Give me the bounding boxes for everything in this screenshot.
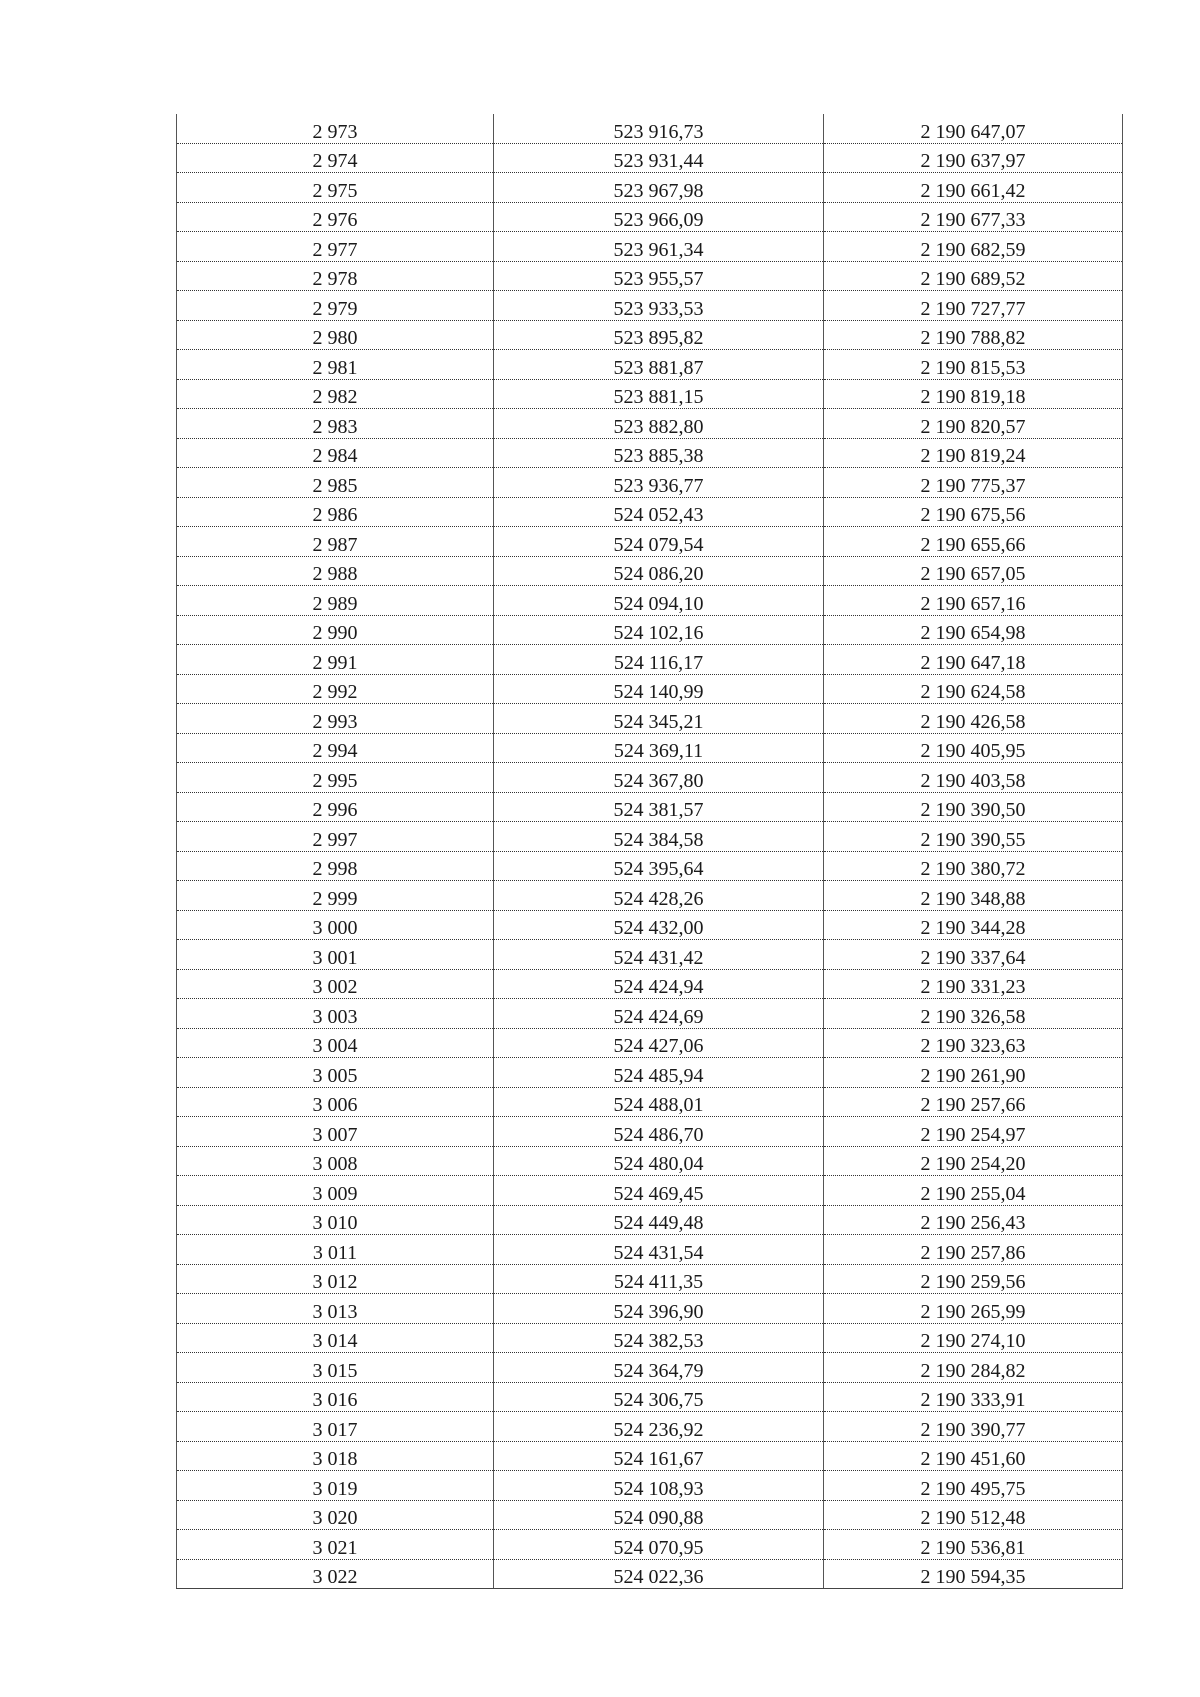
table-row [177,1530,1123,1560]
x-coordinate-cell: 523 933,53 [494,291,824,321]
y-coordinate-cell: 2 190 256,43 [824,1205,1123,1235]
table-row [177,615,1123,645]
x-coordinate-cell: 523 961,34 [494,232,824,262]
y-coordinate-cell: 2 190 390,55 [824,822,1123,852]
y-coordinate-cell: 2 190 594,35 [824,1559,1123,1589]
y-coordinate-cell: 2 190 661,42 [824,173,1123,203]
table-row [177,851,1123,881]
table-row [177,1323,1123,1353]
point-number-cell: 3 004 [177,1028,494,1058]
table-row [177,1441,1123,1471]
point-number-cell: 2 986 [177,497,494,527]
y-coordinate-cell: 2 190 261,90 [824,1058,1123,1088]
point-number-cell: 3 000 [177,910,494,940]
x-coordinate-cell: 524 161,67 [494,1441,824,1471]
y-coordinate-cell: 2 190 344,28 [824,910,1123,940]
point-number-cell: 2 975 [177,173,494,203]
table-row [177,999,1123,1029]
x-coordinate-cell: 524 431,54 [494,1235,824,1265]
table-row [177,1058,1123,1088]
table-row [177,674,1123,704]
y-coordinate-cell: 2 190 254,20 [824,1146,1123,1176]
y-coordinate-cell: 2 190 815,53 [824,350,1123,380]
point-number-cell: 2 990 [177,615,494,645]
x-coordinate-cell: 524 369,11 [494,733,824,763]
table-row [177,379,1123,409]
y-coordinate-cell: 2 190 689,52 [824,261,1123,291]
x-coordinate-cell: 523 881,87 [494,350,824,380]
y-coordinate-cell: 2 190 274,10 [824,1323,1123,1353]
y-coordinate-cell: 2 190 657,16 [824,586,1123,616]
point-number-cell: 2 977 [177,232,494,262]
table-row [177,1205,1123,1235]
x-coordinate-cell: 524 090,88 [494,1500,824,1530]
y-coordinate-cell: 2 190 647,18 [824,645,1123,675]
point-number-cell: 2 983 [177,409,494,439]
table-row [177,202,1123,232]
point-number-cell: 3 021 [177,1530,494,1560]
point-number-cell: 2 978 [177,261,494,291]
y-coordinate-cell: 2 190 254,97 [824,1117,1123,1147]
x-coordinate-cell: 524 431,42 [494,940,824,970]
x-coordinate-cell: 524 367,80 [494,763,824,793]
point-number-cell: 2 981 [177,350,494,380]
y-coordinate-cell: 2 190 337,64 [824,940,1123,970]
x-coordinate-cell: 524 382,53 [494,1323,824,1353]
y-coordinate-cell: 2 190 326,58 [824,999,1123,1029]
point-number-cell: 2 980 [177,320,494,350]
x-coordinate-cell: 524 396,90 [494,1294,824,1324]
table-row [177,232,1123,262]
x-coordinate-cell: 524 364,79 [494,1353,824,1383]
x-coordinate-cell: 524 424,69 [494,999,824,1029]
y-coordinate-cell: 2 190 675,56 [824,497,1123,527]
table-row [177,763,1123,793]
y-coordinate-cell: 2 190 727,77 [824,291,1123,321]
y-coordinate-cell: 2 190 451,60 [824,1441,1123,1471]
y-coordinate-cell: 2 190 348,88 [824,881,1123,911]
point-number-cell: 3 003 [177,999,494,1029]
point-number-cell: 2 988 [177,556,494,586]
table-row [177,1471,1123,1501]
point-number-cell: 3 022 [177,1559,494,1589]
table-row [177,320,1123,350]
point-number-cell: 2 997 [177,822,494,852]
x-coordinate-cell: 524 102,16 [494,615,824,645]
y-coordinate-cell: 2 190 677,33 [824,202,1123,232]
y-coordinate-cell: 2 190 403,58 [824,763,1123,793]
table-row [177,586,1123,616]
x-coordinate-cell: 523 931,44 [494,143,824,173]
table-row [177,1146,1123,1176]
x-coordinate-cell: 524 086,20 [494,556,824,586]
point-number-cell: 2 974 [177,143,494,173]
x-coordinate-cell: 524 022,36 [494,1559,824,1589]
y-coordinate-cell: 2 190 495,75 [824,1471,1123,1501]
y-coordinate-cell: 2 190 647,07 [824,114,1123,143]
table-row [177,556,1123,586]
point-number-cell: 2 985 [177,468,494,498]
point-number-cell: 2 993 [177,704,494,734]
y-coordinate-cell: 2 190 380,72 [824,851,1123,881]
y-coordinate-cell: 2 190 655,66 [824,527,1123,557]
x-coordinate-cell: 524 432,00 [494,910,824,940]
y-coordinate-cell: 2 190 820,57 [824,409,1123,439]
table-row [177,468,1123,498]
point-number-cell: 3 002 [177,969,494,999]
point-number-cell: 3 008 [177,1146,494,1176]
point-number-cell: 2 976 [177,202,494,232]
point-number-cell: 2 996 [177,792,494,822]
x-coordinate-cell: 524 070,95 [494,1530,824,1560]
y-coordinate-cell: 2 190 819,18 [824,379,1123,409]
y-coordinate-cell: 2 190 257,86 [824,1235,1123,1265]
table-row [177,1382,1123,1412]
point-number-cell: 3 006 [177,1087,494,1117]
point-number-cell: 3 020 [177,1500,494,1530]
table-row [177,704,1123,734]
x-coordinate-cell: 523 966,09 [494,202,824,232]
point-number-cell: 3 016 [177,1382,494,1412]
x-coordinate-cell: 524 480,04 [494,1146,824,1176]
table-row [177,1353,1123,1383]
point-number-cell: 2 995 [177,763,494,793]
y-coordinate-cell: 2 190 819,24 [824,438,1123,468]
point-number-cell: 3 010 [177,1205,494,1235]
y-coordinate-cell: 2 190 333,91 [824,1382,1123,1412]
x-coordinate-cell: 524 306,75 [494,1382,824,1412]
x-coordinate-cell: 524 424,94 [494,969,824,999]
point-number-cell: 2 991 [177,645,494,675]
point-number-cell: 3 018 [177,1441,494,1471]
point-number-cell: 3 019 [177,1471,494,1501]
point-number-cell: 2 989 [177,586,494,616]
y-coordinate-cell: 2 190 390,50 [824,792,1123,822]
point-number-cell: 2 994 [177,733,494,763]
x-coordinate-cell: 523 955,57 [494,261,824,291]
y-coordinate-cell: 2 190 284,82 [824,1353,1123,1383]
point-number-cell: 3 011 [177,1235,494,1265]
x-coordinate-cell: 523 967,98 [494,173,824,203]
y-coordinate-cell: 2 190 682,59 [824,232,1123,262]
table-row [177,409,1123,439]
table-row [177,822,1123,852]
table-row [177,291,1123,321]
point-number-cell: 3 014 [177,1323,494,1353]
x-coordinate-cell: 524 488,01 [494,1087,824,1117]
point-number-cell: 2 982 [177,379,494,409]
x-coordinate-cell: 523 882,80 [494,409,824,439]
x-coordinate-cell: 524 411,35 [494,1264,824,1294]
x-coordinate-cell: 523 885,38 [494,438,824,468]
x-coordinate-cell: 524 427,06 [494,1028,824,1058]
table-row [177,1559,1123,1589]
x-coordinate-cell: 524 079,54 [494,527,824,557]
point-number-cell: 3 017 [177,1412,494,1442]
point-number-cell: 2 998 [177,851,494,881]
point-number-cell: 2 984 [177,438,494,468]
y-coordinate-cell: 2 190 265,99 [824,1294,1123,1324]
coordinates-table [176,114,1123,1589]
x-coordinate-cell: 524 116,17 [494,645,824,675]
x-coordinate-cell: 524 449,48 [494,1205,824,1235]
table-row [177,261,1123,291]
table-row [177,1028,1123,1058]
point-number-cell: 2 999 [177,881,494,911]
table-row [177,1235,1123,1265]
table-row [177,173,1123,203]
table-row [177,143,1123,173]
point-number-cell: 3 015 [177,1353,494,1383]
y-coordinate-cell: 2 190 331,23 [824,969,1123,999]
table-row [177,1412,1123,1442]
table-row [177,1176,1123,1206]
x-coordinate-cell: 523 936,77 [494,468,824,498]
x-coordinate-cell: 523 881,15 [494,379,824,409]
y-coordinate-cell: 2 190 323,63 [824,1028,1123,1058]
point-number-cell: 2 987 [177,527,494,557]
y-coordinate-cell: 2 190 390,77 [824,1412,1123,1442]
y-coordinate-cell: 2 190 637,97 [824,143,1123,173]
x-coordinate-cell: 524 486,70 [494,1117,824,1147]
y-coordinate-cell: 2 190 536,81 [824,1530,1123,1560]
point-number-cell: 2 973 [177,114,494,143]
table-row [177,350,1123,380]
table-row [177,969,1123,999]
x-coordinate-cell: 524 395,64 [494,851,824,881]
y-coordinate-cell: 2 190 624,58 [824,674,1123,704]
table-row [177,733,1123,763]
x-coordinate-cell: 524 140,99 [494,674,824,704]
x-coordinate-cell: 523 916,73 [494,114,824,143]
y-coordinate-cell: 2 190 657,05 [824,556,1123,586]
x-coordinate-cell: 524 485,94 [494,1058,824,1088]
table-row [177,940,1123,970]
x-coordinate-cell: 524 236,92 [494,1412,824,1442]
table-row [177,438,1123,468]
point-number-cell: 2 992 [177,674,494,704]
y-coordinate-cell: 2 190 259,56 [824,1264,1123,1294]
table-row [177,1500,1123,1530]
table-row [177,114,1123,143]
table-row [177,527,1123,557]
x-coordinate-cell: 524 052,43 [494,497,824,527]
x-coordinate-cell: 524 469,45 [494,1176,824,1206]
table-row [177,497,1123,527]
table-row [177,910,1123,940]
table-row [177,1294,1123,1324]
table-row [177,1087,1123,1117]
point-number-cell: 3 005 [177,1058,494,1088]
point-number-cell: 3 013 [177,1294,494,1324]
point-number-cell: 3 012 [177,1264,494,1294]
y-coordinate-cell: 2 190 405,95 [824,733,1123,763]
table-row [177,1117,1123,1147]
x-coordinate-cell: 524 345,21 [494,704,824,734]
table-body [177,114,1123,1589]
x-coordinate-cell: 524 094,10 [494,586,824,616]
y-coordinate-cell: 2 190 257,66 [824,1087,1123,1117]
x-coordinate-cell: 524 381,57 [494,792,824,822]
point-number-cell: 2 979 [177,291,494,321]
x-coordinate-cell: 524 428,26 [494,881,824,911]
x-coordinate-cell: 523 895,82 [494,320,824,350]
x-coordinate-cell: 524 384,58 [494,822,824,852]
table-row [177,881,1123,911]
x-coordinate-cell: 524 108,93 [494,1471,824,1501]
point-number-cell: 3 007 [177,1117,494,1147]
y-coordinate-cell: 2 190 654,98 [824,615,1123,645]
y-coordinate-cell: 2 190 775,37 [824,468,1123,498]
point-number-cell: 3 001 [177,940,494,970]
table-row [177,792,1123,822]
table-row [177,645,1123,675]
point-number-cell: 3 009 [177,1176,494,1206]
table-row [177,1264,1123,1294]
y-coordinate-cell: 2 190 788,82 [824,320,1123,350]
y-coordinate-cell: 2 190 426,58 [824,704,1123,734]
y-coordinate-cell: 2 190 255,04 [824,1176,1123,1206]
y-coordinate-cell: 2 190 512,48 [824,1500,1123,1530]
